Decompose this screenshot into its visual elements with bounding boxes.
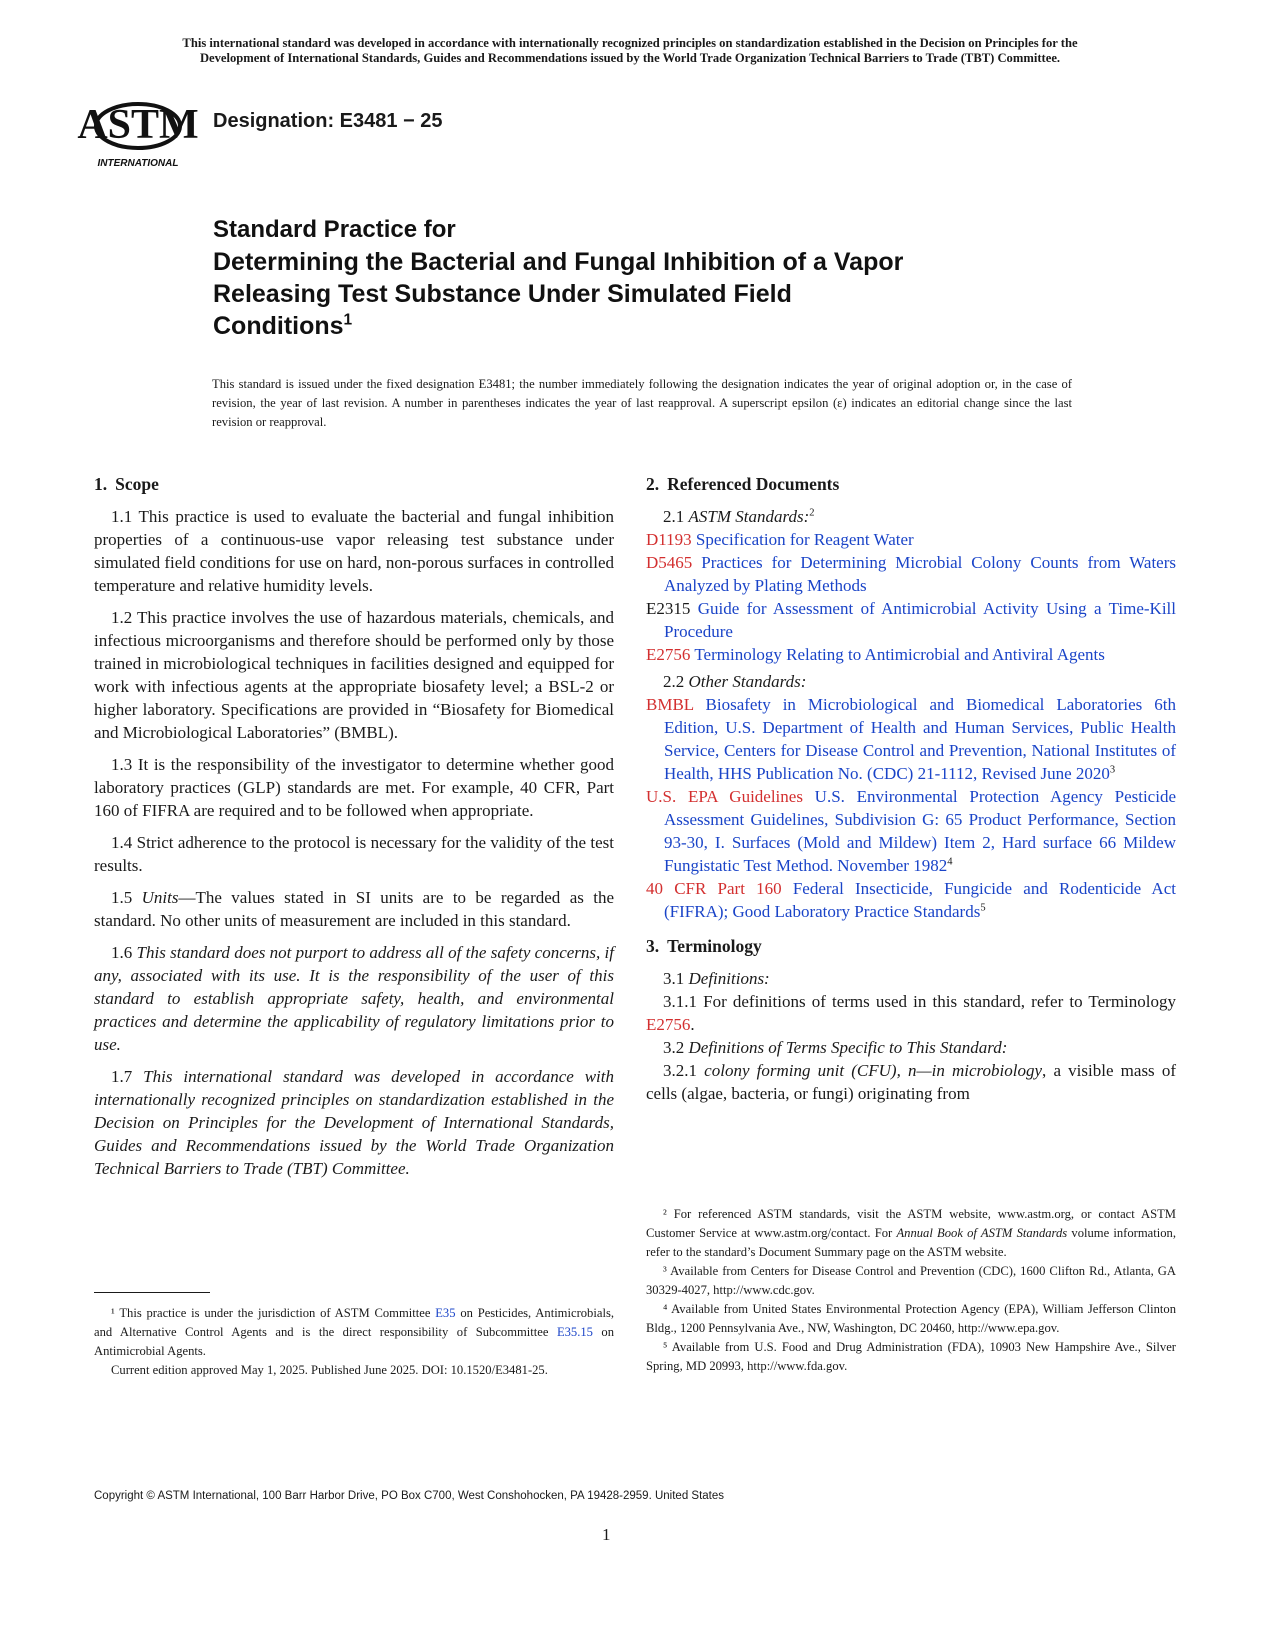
document-title [213, 214, 1063, 342]
reference-40-cfr[interactable] [646, 877, 1176, 923]
paragraph-1-7 [94, 1065, 614, 1180]
paragraph-1-1: 1.1 This practice is used to evaluate the bacterial and fungal inhibition properties of a continuous-use vapor releasing test substance under simulated field conditions for use on hard, non-porous surfaces in controlled temperature and relative humidity levels. [94, 507, 614, 595]
subsection-label: ASTM Standards: [688, 507, 810, 526]
paragraph-3-2-1 [646, 1059, 1176, 1105]
paragraph-1-6 [94, 941, 614, 1056]
footnote-text: ¹ This practice is under the jurisdiction of ASTM Committee [111, 1306, 431, 1320]
paragraph-number: 1.5 [111, 888, 133, 907]
footnote-1-edition: Current edition approved May 1, 2025. Published June 2025. DOI: 10.1520/E3481-25. [111, 1363, 548, 1377]
reference-bmbl[interactable] [646, 693, 1176, 785]
reference-title[interactable]: Terminology Relating to Antimicrobial and Antiviral Agents [694, 645, 1105, 664]
footnote-3: ³ Available from Centers for Disease Control and Prevention (CDC), 1600 Clifton Rd., Atlanta, GA 30329-4027, http://www.cdc.gov. [646, 1264, 1176, 1297]
paragraph-1-4: 1.4 Strict adherence to the protocol is necessary for the validity of the test results. [94, 833, 614, 875]
footnote-text: ² For referenced ASTM standards, visit the ASTM website, www.astm.org, or contact ASTM Customer Service at www.astm.org/contact. For [646, 1207, 1176, 1240]
subsection-label: Other Standards: [688, 672, 807, 691]
subcommittee-link[interactable]: E35.15 [556, 1325, 593, 1339]
right-column [646, 473, 1176, 1105]
paragraph-3-1-1 [646, 990, 1176, 1036]
title-footnote-mark[interactable]: 1 [343, 311, 353, 329]
top-notice-line-1: This international standard was developed in accordance with internationally recognized principles on standardization established in the Decision on Principles for the [182, 36, 1078, 50]
astm-logo [77, 88, 200, 178]
reference-title[interactable]: Federal Insecticide, Fungicide and Rodenticide Act (FIFRA); Good Laboratory Practice Standards [664, 879, 1176, 921]
section-number: 3. [646, 936, 660, 956]
paragraph-number: 3.2.1 [663, 1061, 697, 1080]
footnote-1 [94, 1304, 614, 1361]
reference-title[interactable]: Guide for Assessment of Antimicrobial Activity Using a Time-Kill Procedure [664, 599, 1176, 641]
reference-code[interactable]: U.S. EPA Guidelines [646, 787, 803, 806]
paragraph-number: 3.2 [663, 1038, 685, 1057]
paragraph-text: This standard does not purport to address all of the safety concerns, if any, associated with its use. It is the responsibility of the user of this standard to establish appropriate safety, health, and environmental practices and determine the applicability of regulatory limitations prior to use. [94, 943, 614, 1054]
footnote-mark[interactable]: 3 [1109, 764, 1116, 776]
committee-link[interactable]: E35 [435, 1306, 456, 1320]
subsection-2-1 [646, 505, 1176, 528]
footnote-mark[interactable]: 4 [947, 856, 953, 868]
reference-d1193[interactable] [646, 528, 1176, 551]
footnote-2 [646, 1205, 1176, 1262]
issuance-statement: This standard is issued under the fixed designation E3481; the number immediately following the designation indicates the year of original adoption or, in the case of revision, the year of last revision. A number in parentheses indicates the year of last reapproval. A superscript epsilon (ε) indicates an editorial change since the last revision or reapproval. [212, 377, 1072, 429]
footnote-text: on Antimicrobial Agents. [94, 1325, 615, 1358]
reference-title[interactable]: U.S. Environmental Protection Agency Pesticide Assessment Guidelines, Subdivision G: 65 Product Performance, Section 93-30, I. Surfaces (Mold and Mildew) Item 2, Hard surface 66 Mildew Fungistatic Test Method. November 1982 [664, 787, 1176, 875]
subsection-label: Definitions: [688, 969, 770, 988]
paragraph-number: 2.2 [663, 672, 685, 691]
reference-title[interactable]: Biosafety in Microbiological and Biomedical Laboratories 6th Edition, U.S. Department of Health and Human Services, Public Health Service, Centers for Disease Control and Prevention, National Institutes of Health, HHS Publication No. (CDC) 21-1112, Revised June 2020 [664, 695, 1176, 783]
paragraph-text: —The values stated in SI units are to be regarded as the standard. No other units of measurement are included in this standard. [94, 888, 615, 930]
footnotes-left [94, 1304, 614, 1380]
top-notice-line-2: Development of International Standards, Guides and Recommendations issued by the World Trade Organization Technical Barriers to Trade (TBT) Committee. [199, 51, 1061, 65]
reference-code[interactable]: D1193 [646, 530, 692, 549]
reference-code[interactable]: E2756 [646, 645, 691, 664]
title-line-4 [213, 310, 1063, 342]
logo-subtext: INTERNATIONAL [97, 158, 179, 169]
footnote-divider [94, 1292, 210, 1293]
copyright-notice: Copyright © ASTM International, 100 Barr Harbor Drive, PO Box C700, West Conshohocken, PA 19428-2959. United States [94, 1490, 725, 1502]
title-line-4-text: Conditions [213, 312, 344, 340]
paragraph-number: 3.1 [663, 969, 685, 988]
reference-title[interactable]: Practices for Determining Microbial Colony Counts from Waters Analyzed by Plating Methods [664, 553, 1176, 595]
title-line-3: Releasing Test Substance Under Simulated Field [213, 280, 792, 308]
reference-d5465[interactable] [646, 551, 1176, 597]
subsection-label: Definitions of Terms Specific to This Standard: [688, 1038, 1008, 1057]
defined-term: colony forming unit (CFU), n—in microbiology [704, 1061, 1043, 1080]
paragraph-3-1 [646, 967, 1176, 990]
reference-epa-guidelines[interactable] [646, 785, 1176, 877]
footnote-text: volume information, refer to the standard’s Document Summary page on the ASTM website. [646, 1226, 1176, 1259]
reference-e2315[interactable] [646, 597, 1176, 643]
title-line-1: Standard Practice for [213, 216, 456, 243]
designation: Designation: E3481 − 25 [213, 110, 443, 132]
terminology-link[interactable]: E2756 [646, 1015, 691, 1034]
section-number: 1. [94, 474, 108, 494]
paragraph-1-3: 1.3 It is the responsibility of the investigator to determine whether good laboratory practices (GLP) standards are met. For example, 40 CFR, Part 160 of FIFRA are required and to be followed when appropriate. [94, 755, 614, 820]
title-line-2: Determining the Bacterial and Fungal Inhibition of a Vapor [213, 248, 904, 276]
paragraph-text: 3.1.1 For definitions of terms used in this standard, refer to Terminology [663, 992, 1176, 1011]
units-label: Units [141, 888, 179, 907]
section-3-heading [646, 935, 1176, 958]
logo-text: ASTM [77, 102, 199, 148]
footnotes-right [646, 1205, 1176, 1376]
section-title: Scope [115, 474, 159, 494]
section-title: Terminology [667, 936, 762, 956]
footnote-italic: Annual Book of ASTM Standards [896, 1226, 1068, 1240]
reference-code[interactable]: BMBL [646, 695, 694, 714]
paragraph-number: 1.7 [111, 1067, 133, 1086]
reference-code[interactable]: 40 CFR Part 160 [646, 879, 782, 898]
footnote-4: ⁴ Available from United States Environmental Protection Agency (EPA), William Jefferson Clinton Bldg., 1200 Pennsylvania Ave., NW, Washington, DC 20460, http://www.epa.gov. [646, 1302, 1176, 1335]
paragraph-1-5 [94, 886, 614, 932]
footnote-mark[interactable]: 5 [980, 902, 986, 914]
paragraph-text: This international standard was developed in accordance with internationally recognized principles on standardization established in the Decision on Principles for the Development of International Standards, Guides and Recommendations issued by the World Trade Organization Technical Barriers to Trade (TBT) Committee. [94, 1067, 614, 1178]
paragraph-text: , a visible mass of cells (algae, bacteria, or fungi) originating from [646, 1061, 1176, 1103]
paragraph-number: 1.6 [111, 943, 133, 962]
page-number: 1 [602, 1525, 611, 1544]
paragraph-1-2: 1.2 This practice involves the use of hazardous materials, chemicals, and infectious microorganisms and therefore should be performed only by those trained in microbiological techniques in facilities designed and equipped for work with infectious agents at the appropriate biosafety level; a BSL-2 or higher laboratory. Specifications are provided in “Biosafety for Biomedical and Microbiological Laboratories” (BMBL). [94, 608, 614, 742]
section-1-heading [94, 473, 614, 496]
section-title: Referenced Documents [667, 474, 840, 494]
reference-code[interactable]: D5465 [646, 553, 693, 572]
footnote-mark[interactable]: 2 [809, 507, 815, 519]
section-number: 2. [646, 474, 660, 494]
paragraph-number: 2.1 [663, 507, 685, 526]
left-column [94, 473, 614, 1189]
section-2-heading [646, 473, 1176, 496]
reference-code: E2315 [646, 599, 691, 618]
paragraph-text: . [690, 1015, 695, 1034]
top-notice [80, 36, 1180, 66]
footnote-5: ⁵ Available from U.S. Food and Drug Administration (FDA), 10903 New Hampshire Ave., Silver Spring, MD 20993, http://www.fda.gov. [646, 1340, 1176, 1373]
footnote-text: on Pesticides, Antimicrobials, and Alternative Control Agents and is the direct responsibility of Subcommittee [94, 1306, 614, 1339]
reference-title[interactable]: Specification for Reagent Water [695, 530, 914, 549]
paragraph-3-2 [646, 1036, 1176, 1059]
subsection-2-2 [646, 670, 1176, 693]
reference-e2756[interactable] [646, 643, 1176, 666]
